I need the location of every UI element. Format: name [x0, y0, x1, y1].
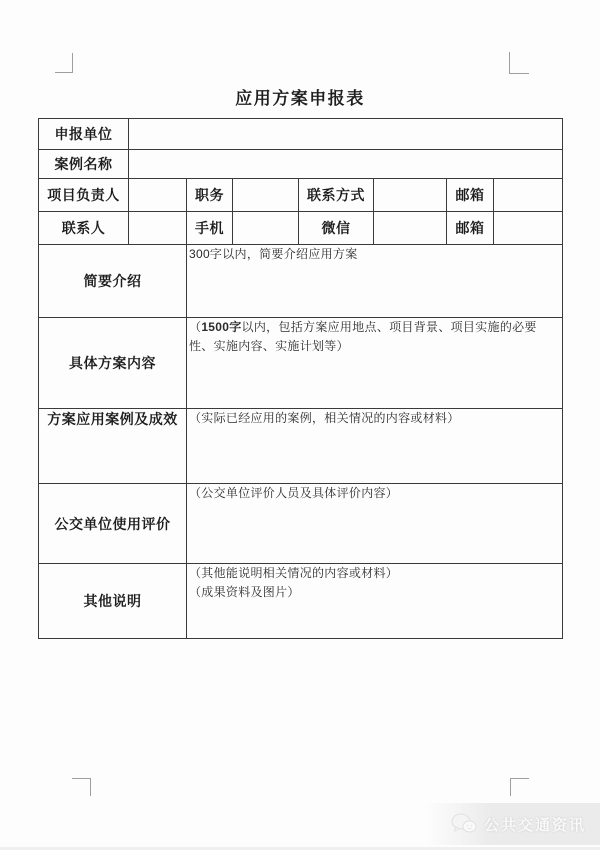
application-cases-content-cell: [187, 409, 563, 484]
table-row: [39, 212, 563, 245]
application-cases-hint: （实际已经应用的案例，相关情况的内容或材料）: [189, 411, 460, 425]
email-value-cell-row2: [494, 212, 563, 245]
table-row: [39, 484, 563, 564]
transit-unit-evaluation-content-cell: [187, 484, 563, 564]
table-row: [39, 150, 563, 179]
project-leader-value-cell: [129, 179, 187, 212]
hint-bold-wordcount: 1500字: [201, 320, 242, 334]
email-label-row1: 邮箱: [447, 179, 494, 212]
specific-plan-content-cell: [187, 318, 563, 409]
page-corner-mark-bottom-right: [510, 778, 529, 796]
declaring-unit-label: 申报单位: [39, 119, 129, 150]
page-corner-mark-top-right: [509, 52, 529, 74]
hint-suffix: 以内，包括方案应用地点、项目背景、项目实施的必要性、实施内容、实施计划等）: [189, 320, 537, 353]
other-notes-label: 其他说明: [39, 564, 187, 639]
page-title: 应用方案申报表: [235, 89, 365, 108]
application-form-table: [38, 118, 563, 639]
specific-plan-hint: [189, 318, 560, 355]
position-label: 职务: [187, 179, 233, 212]
other-notes-content-cell: [187, 564, 563, 639]
specific-plan-label: 具体方案内容: [39, 318, 187, 409]
transit-unit-evaluation-label: 公交单位使用评价: [39, 484, 187, 564]
other-notes-hint-line2: （成果资料及图片）: [189, 584, 300, 599]
transit-unit-evaluation-hint: （公交单位评价人员及具体评价内容）: [189, 486, 399, 500]
table-row: [39, 119, 563, 150]
wechat-chat-bubbles-icon: [451, 813, 477, 835]
page-corner-mark-bottom-left: [72, 778, 91, 796]
wechat-label: 微信: [299, 212, 374, 245]
contact-method-value-cell: [374, 179, 447, 212]
table-row: [39, 409, 563, 484]
watermark-text: 公共交通资讯: [483, 816, 586, 834]
mobile-value-cell: [233, 212, 299, 245]
position-value-cell: [233, 179, 299, 212]
watermark: [425, 803, 600, 845]
mobile-label: 手机: [187, 212, 233, 245]
contact-method-label: 联系方式: [299, 179, 374, 212]
other-notes-hint-line1: （其他能说明相关情况的内容或材料）: [189, 566, 399, 580]
email-label-row2: 邮箱: [447, 212, 494, 245]
brief-intro-label: 简要介绍: [39, 245, 187, 318]
case-name-value-cell: [129, 150, 563, 179]
brief-intro-hint: 300字以内，简要介绍应用方案: [189, 247, 358, 261]
email-value-cell-row1: [494, 179, 563, 212]
declaring-unit-value-cell: [129, 119, 563, 150]
table-row: [39, 245, 563, 318]
contact-person-value-cell: [129, 212, 187, 245]
contact-person-label: 联系人: [39, 212, 129, 245]
table-row: [39, 179, 563, 212]
project-leader-label: 项目负责人: [39, 179, 129, 212]
application-cases-label: 方案应用案例及成效: [39, 409, 187, 484]
hint-prefix: （: [189, 320, 202, 334]
page-corner-mark-top-left: [55, 53, 73, 73]
table-row: [39, 318, 563, 409]
brief-intro-content-cell: [187, 245, 563, 318]
wechat-value-cell: [374, 212, 447, 245]
case-name-label: 案例名称: [39, 150, 129, 179]
table-row: [39, 564, 563, 639]
